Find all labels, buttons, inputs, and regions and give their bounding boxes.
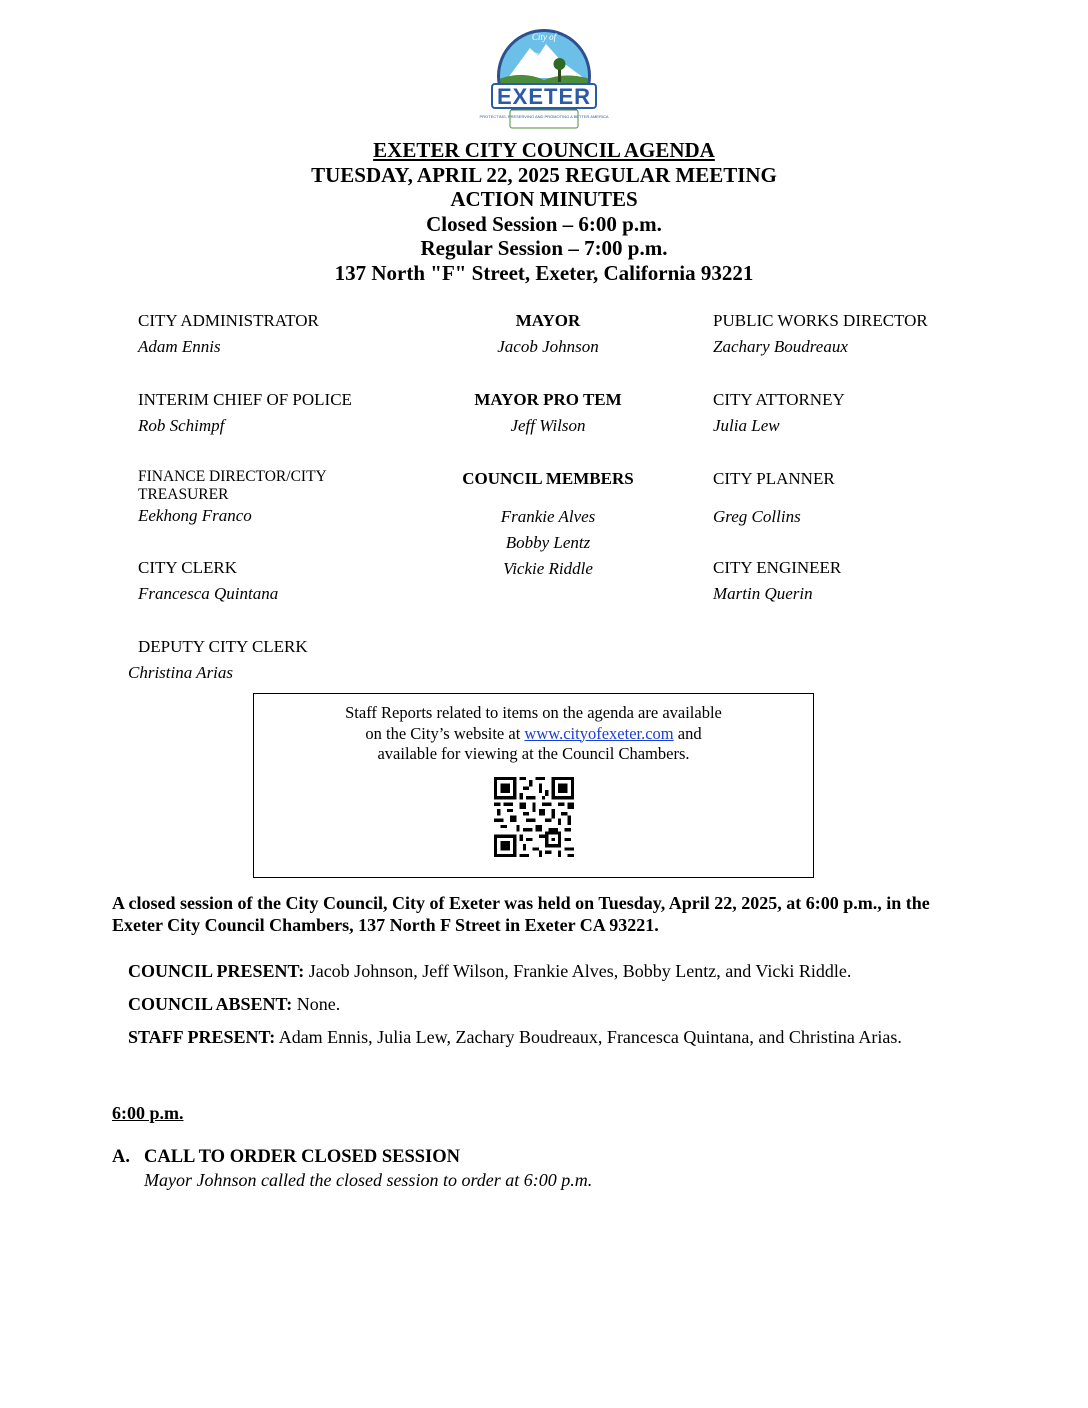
role-title-continued: TREASURER [138,486,229,503]
document-type: ACTION MINUTES [450,187,638,212]
person-name: Adam Ennis [138,337,221,356]
meeting-date: TUESDAY, APRIL 22, 2025 REGULAR MEETING [311,162,777,187]
city-of-exeter-seal-icon [479,26,609,134]
directory-entry [138,311,319,357]
person-name: Vickie Riddle [503,559,593,578]
regular-session-time: Regular Session – 7:00 p.m. [420,236,668,261]
person-name: Julia Lew [713,416,780,435]
section-letter: A. [112,1147,130,1167]
directory-entry [713,469,835,527]
seal-motto: PROTECTING, PRESERVING AND PROMOTING A BETTER AMERICA [479,114,609,119]
closed-session-intro: A closed session of the City Council, City of Exeter was held on Tuesday, April 22, 2025, at 6:00 p.m., in the Exeter City Council Chambers, 137 North F Street in Exeter CA 93221. [112,893,930,935]
person-name: Frankie Alves [500,507,596,526]
person-name: Jacob Johnson [497,337,599,356]
notice-line: available for viewing at the Council Chambers. [377,744,690,763]
directory-entry [128,637,308,683]
directory-entry [713,311,928,357]
person-name: Jeff Wilson [510,416,586,435]
city-website-link[interactable]: www.cityofexeter.com [524,723,674,743]
directory-entry [713,558,841,604]
role-title: MAYOR PRO TEM [474,390,622,409]
person-name: Martin Querin [713,584,813,603]
section-title: CALL TO ORDER CLOSED SESSION [144,1147,460,1167]
notice-line [254,724,813,745]
time-heading: 6:00 p.m. [112,1103,184,1123]
agenda-title: EXETER CITY COUNCIL AGENDA [373,138,715,162]
directory-entry [138,390,352,436]
role-title: CITY CLERK [138,558,238,577]
person-name: Rob Schimpf [138,416,225,435]
person-name: Francesca Quintana [138,584,279,603]
role-title: CITY ATTORNEY [713,390,845,409]
directory-entry [138,558,278,604]
notice-text: and [673,723,702,743]
agenda-header [0,138,1088,286]
attendance-label: COUNCIL PRESENT: [128,961,305,981]
role-title: CITY ENGINEER [713,558,842,577]
directory-entry [713,390,845,436]
directory-entry [138,468,327,526]
attendance-names: Adam Ennis, Julia Lew, Zachary Boudreaux, Francesca Quintana, and Christina Arias. [275,1027,902,1047]
person-name: Eekhong Franco [138,506,252,525]
staff-reports-notice [253,693,814,878]
person-name: Bobby Lentz [505,533,591,552]
directory-entry [428,469,668,579]
role-title: COUNCIL MEMBERS [462,469,634,488]
council-present [128,960,968,982]
seal-name: EXETER [496,84,592,109]
section-a-heading [112,1146,460,1168]
section-a-body: Mayor Johnson called the closed session to order at 6:00 p.m. [144,1170,593,1190]
meeting-address: 137 North "F" Street, Exeter, California 93221 [334,260,754,285]
seal-top-text: City of [531,32,557,42]
notice-line: Staff Reports related to items on the agenda are available [345,703,722,722]
role-title: DEPUTY CITY CLERK [138,637,308,656]
role-title: MAYOR [515,311,581,330]
directory-entry [428,390,668,436]
role-title: CITY ADMINISTRATOR [138,311,319,330]
notice-text: on the City’s website at [365,723,525,743]
qr-code-icon[interactable] [494,777,574,857]
role-title: PUBLIC WORKS DIRECTOR [713,311,928,330]
attendance-names: Jacob Johnson, Jeff Wilson, Frankie Alves, Bobby Lentz, and Vicki Riddle. [304,961,852,981]
closed-session-time: Closed Session – 6:00 p.m. [426,211,662,236]
person-name: Greg Collins [713,507,801,526]
council-absent [128,993,968,1015]
person-name: Christina Arias [128,663,234,682]
role-title: CITY PLANNER [713,469,835,488]
attendance-label: STAFF PRESENT: [128,1027,276,1047]
person-name: Zachary Boudreaux [713,337,848,356]
directory-entry [428,311,668,357]
role-title: INTERIM CHIEF OF POLICE [138,390,352,409]
attendance-label: COUNCIL ABSENT: [128,994,293,1014]
attendance-names: None. [292,994,341,1014]
role-title: FINANCE DIRECTOR/CITY [138,468,327,485]
staff-present [128,1026,968,1048]
